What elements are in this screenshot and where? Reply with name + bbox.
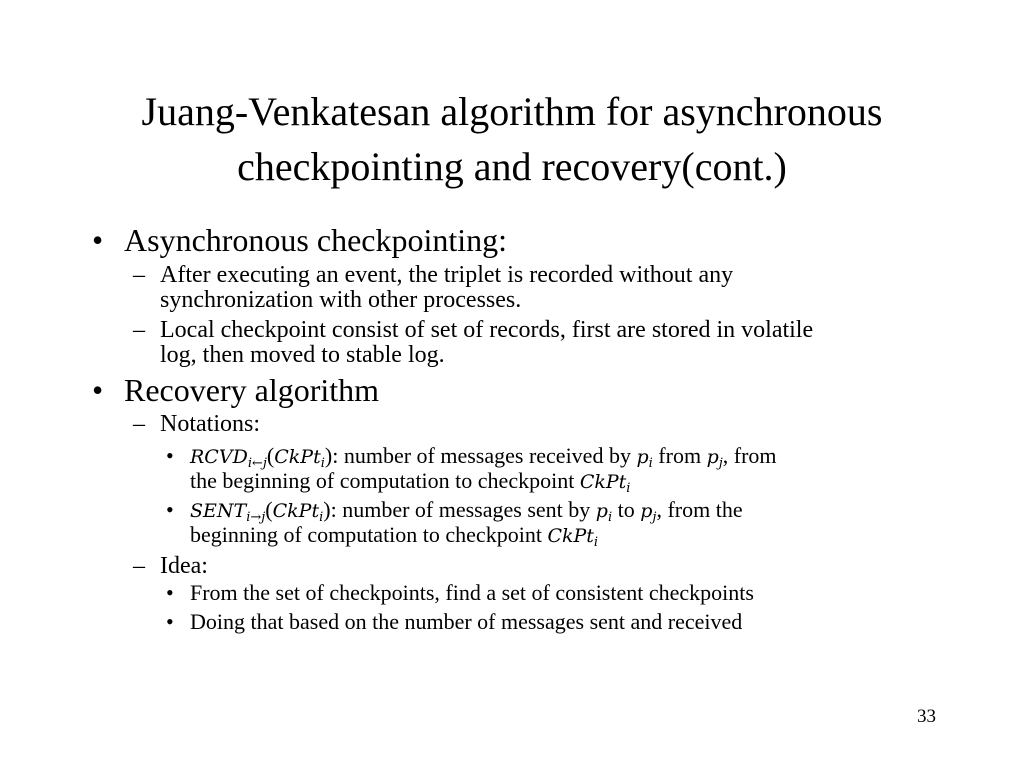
bullet-dot-icon: • [166,609,174,634]
sub-bullet-triplet-line-2: synchronization with other processes. [160,287,522,313]
notation-rcvd-line-2: the beginning of computation to checkpoint CkPt$_i$ [190,468,631,496]
sub-bullet-local-checkpoint-line-1: Local checkpoint consist of set of records, first are stored in volatile [160,317,814,343]
slide-title-line-2: checkpointing and recovery(cont.) [237,144,787,189]
bullet-recovery-algorithm: Recovery algorithm [124,372,380,408]
bullet-dot-icon: • [166,497,174,522]
process-pi-symbol: $p_i$ [636,446,653,471]
slide-title [40,84,984,194]
idea-item-messages-count: Doing that based on the number of messages sent and received [190,609,743,634]
bullet-dot-icon: • [92,372,104,408]
dash-icon: – [133,262,145,288]
dash-icon: – [133,553,145,579]
notation-rcvd-line-1: $RCVD_{i\leftarrow j}(CkPt_i)$: number of messages received by $p_i$ from $p_j$, from [190,443,777,471]
slide-title-line-1: Juang-Venkatesan algorithm for asynchronous [141,89,883,134]
notation-sent-line-1: $SENT_{i\to j}(CkPt_i)$: number of messages sent by $p_i$ to $p_j$, from the [190,497,743,525]
rcvd-symbol: $RCVD_{i\leftarrow j}$ [190,446,267,471]
process-pj-symbol: $p_j$ [706,446,723,471]
checkpoint-symbol: CkPt$_i$ [579,471,631,496]
dash-icon: – [133,411,145,437]
checkpoint-symbol: CkPt$_i$ [547,525,599,550]
bullet-dot-icon: • [166,443,174,468]
process-pj-symbol: $p_j$ [640,500,657,525]
sent-symbol: $SENT_{i\to j}$ [190,500,266,525]
dash-icon: – [133,317,145,343]
notation-sent-line-2: beginning of computation to checkpoint CkPt$_i$ [190,522,599,550]
checkpoint-symbol: CkPt$_i$ [272,500,324,525]
sub-bullet-triplet-line-1: After executing an event, the triplet is recorded without any [160,262,734,288]
idea-item-consistent-checkpoints: From the set of checkpoints, find a set of consistent checkpoints [190,580,754,605]
sub-bullet-local-checkpoint-line-2: log, then moved to stable log. [160,342,445,368]
bullet-dot-icon: • [92,222,104,258]
sub-bullet-idea: Idea: [160,553,208,579]
checkpoint-symbol: CkPt$_i$ [274,446,325,471]
bullet-async-checkpointing: Asynchronous checkpointing: [124,222,508,258]
bullet-dot-icon: • [166,580,174,605]
sub-bullet-notations: Notations: [160,411,260,437]
page-number: 33 [917,706,936,727]
process-pi-symbol: $p_i$ [595,500,613,525]
